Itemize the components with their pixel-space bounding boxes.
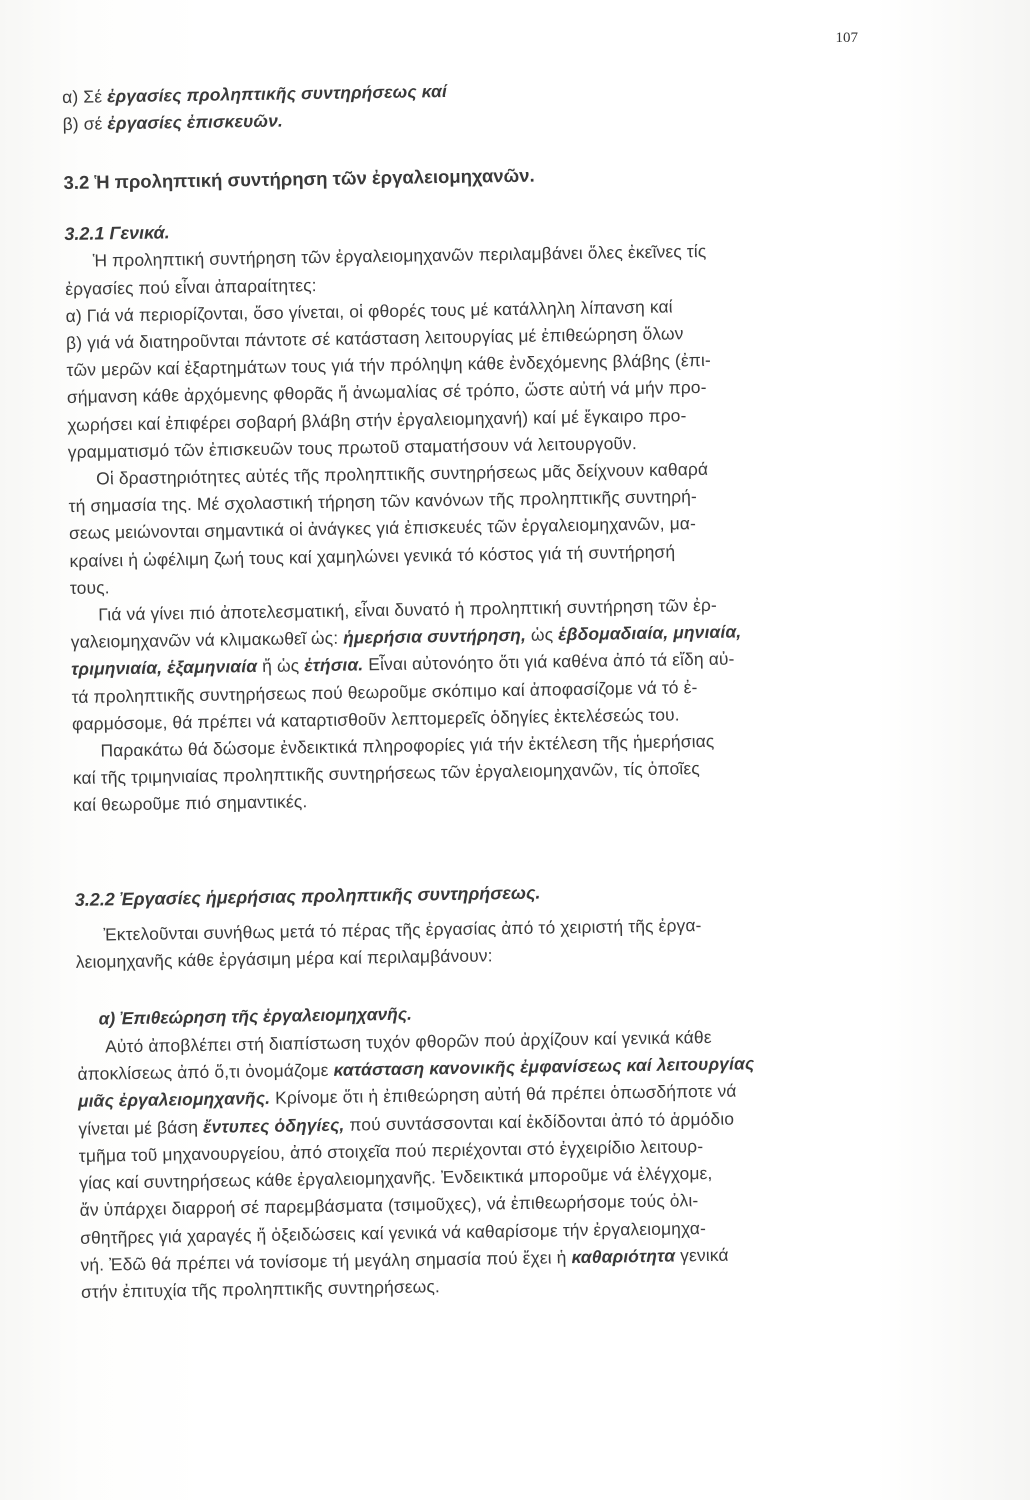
section-heading-3-2: 3.2 Ἡ προληπτική συντήρηση τῶν ἐργαλειομηχανῶν. [63, 164, 535, 194]
page-content [62, 71, 911, 1306]
bold-term: ἐτήσια. [304, 654, 364, 676]
paragraph-general-2 [68, 453, 900, 602]
text-line: σήμανση κάθε ἀρχόμενης φθορᾶς ἤ ἀνωμαλίας σέ τρόπο, ὥστε αὐτή νά μήν προ- [66, 377, 707, 408]
text-line: Γιά νά γίνει πιό ἀποτελεσματική, εἶναι δυνατό ἡ προληπτική συντήρηση τῶν ἐρ- [98, 594, 718, 625]
text-line: καί θεωροῦμε πιό σημαντικές. [73, 791, 308, 816]
text-line: γαλειομηχανῶν νά κλιμακωθεῖ ὡς: ἡμερήσια συντήρηση, ὡς ἑβδομαδιαία, μηνιαία, [70, 621, 742, 653]
bold-term: καθαριότητα [571, 1245, 676, 1267]
bold-term: ἔντυπες ὁδηγίες, [202, 1114, 345, 1137]
bold-term: ἐργασίες προληπτικῆς συντηρήσεως καί [106, 80, 448, 107]
paragraph-general-1 [65, 235, 898, 466]
bold-term: ἑβδομαδιαία, μηνιαία, [558, 621, 742, 645]
intro-line-b: β) σέ ἐργασίες ἐπισκευῶν. [62, 110, 284, 135]
bold-term: μιᾶς ἐργαλειομηχανῆς. [77, 1088, 271, 1112]
intro-line-a: α) Σέ ἐργασίες προληπτικῆς συντηρήσεως καί [62, 80, 448, 107]
text-line: φαρμόσομε, θά πρέπει νά καταρτισθοῦν λεπτομερεῖς ὁδηγίες ἐκτελέσεώς του. [71, 704, 680, 734]
text-line: τμῆμα τοῦ μηχανουργείου, ἀπό στοιχεῖα πού περιέχονται στό ἐγχειρίδιο λειτουρ- [78, 1135, 704, 1166]
text-line: λειομηχανῆς κάθε ἐργάσιμη μέρα καί περιλαμβάνουν: [75, 945, 493, 972]
text-line: Ἐκτελοῦνται συνήθως μετά τό πέρας τῆς ἐργασίας ἀπό τό χειριστή τῆς ἐργα- [103, 914, 702, 945]
text-line: β) γιά νά διατηροῦνται πάντοτε σέ κατάσταση λειτουργίας μέ ἐπιθεώρηση ὅλων [65, 323, 684, 353]
text-line: Οἱ δραστηριότητες αὐτές τῆς προληπτικῆς συντηρήσεως μᾶς δείχνουν καθαρά [96, 458, 709, 489]
text-line: γίνεται μέ βάση ἔντυπες ὁδηγίες, πού συντάσσονται καί ἐκδίδονται ἀπό τό ἁρμόδιο [78, 1108, 735, 1139]
text-line: τῶν μερῶν καί ἐξαρτημάτων τους γιά τήν πρόληψη κάθε ἐνδεχόμενης βλάβης (ἐπι- [66, 350, 712, 381]
text-line: χωρήσει καί ἐπιφέρει σοβαρή βλάβη στήν ἐργαλειομηχανή) καί μέ ἔγκαιρο προ- [67, 404, 687, 435]
paragraph-general-3 [70, 589, 902, 738]
text-line: τριμηνιαία, ἑξαμηνιαία ἤ ὡς ἐτήσια. Εἶναι αὐτονόητο ὅτι γιά καθένα ἀπό τά εἴδη αὐ- [71, 648, 735, 680]
text-line: σθητῆρες γιά χαραγές ἤ ὀξειδώσεις καί γενικά νά καθαρίσομε τήν ἐργαλειομηχα- [79, 1217, 707, 1248]
text-line: α) Γιά νά περιορίζονται, ὅσο γίνεται, οἱ φθορές τους μέ κατάλληλη λίπανση καί [65, 296, 673, 326]
text-line: ἀποκλίσεως ἀπό ὅ,τι ὀνομάζομε κατάσταση κανονικῆς ἐμφανίσεως καί λειτουργίας [77, 1053, 755, 1085]
text-line: τή σημασία της. Μέ σχολαστική τήρηση τῶν κανόνων τῆς προληπτικῆς συντηρή- [68, 486, 698, 517]
section-heading-3-2-1: 3.2.1 Γενικά. [64, 222, 170, 245]
bold-term: τριμηνιαία, ἑξαμηνιαία [71, 656, 258, 680]
bold-term: ἡμερήσια συντήρηση, [343, 625, 527, 648]
text-line: τά προληπτικῆς συντηρήσεως πού θεωροῦμε σκόπιμο καί ἀποφασίζομε νά τό ἐ- [71, 676, 698, 707]
text-line: γίας καί συντηρήσεως κάθε ἐργαλειομηχανῆς. Ἐνδεικτικά μποροῦμε νά ἐλέγχομε, [79, 1163, 713, 1193]
text-line: σεως μειώνονται σημαντικά οἱ ἀνάγκες γιά ἐπισκευές τῶν ἐργαλειομηχανῶν, μα- [68, 513, 697, 544]
text-line: Ἡ προληπτική συντήρηση τῶν ἐργαλειομηχανῶν περιλαμβάνει ὅλες ἐκεῖνες τίς [92, 241, 707, 271]
text-line: ἐργασίες πού εἶναι ἀπαραίτητες: [65, 274, 317, 299]
text-line: γραμματισμό τῶν ἐπισκευῶν τους πρωτοῦ σταματήσουν νά λειτουργοῦν. [67, 432, 638, 462]
section-heading-3-2-2: 3.2.2 Ἐργασίες ἡμερήσιας προληπτικῆς συντηρήσεως. [74, 882, 541, 910]
paragraph-general-4 [72, 725, 903, 820]
text-line: τους. [69, 577, 110, 598]
text-line: καί τῆς τριμηνιαίας προληπτικῆς συντηρήσεως τῶν ἐργαλειομηχανῶν, τίς ὁποῖες [72, 758, 700, 789]
subsection-heading-a: α) Ἐπιθεώρηση τῆς ἐργαλειομηχανῆς. [98, 1003, 413, 1029]
text-line: Παρακάτω θά δώσομε ἐνδεικτικά πληροφορίες γιά τήν ἐκτέλεση τῆς ἡμερήσιας [100, 730, 715, 761]
paragraph-daily-2 [77, 1021, 911, 1306]
bold-term: κατάσταση κανονικῆς ἐμφανίσεως καί λειτουργίας [333, 1053, 755, 1081]
text-line: στήν ἐπιτυχία τῆς προληπτικῆς συντηρήσεως. [80, 1276, 441, 1302]
page-number: 107 [835, 30, 858, 46]
text-line: Αὐτό ἀποβλέπει στή διαπίστωση τυχόν φθορῶν πού ἀρχίζουν καί γενικά κάθε [104, 1026, 712, 1057]
text-line: νή. Ἐδῶ θά πρέπει νά τονίσομε τή μεγάλη σημασία πού ἔχει ἡ καθαριότητα γενικά [80, 1244, 729, 1275]
text-line: κραίνει ἡ ὠφέλιμη ζωή τους καί χαμηλώνει γενικά τό κόστος γιά τή συντήρησή [69, 541, 676, 571]
text-line: ἄν ὑπάρχει διαρροή σέ παρεμβάσματα (τσιμοῦχες), νά ἐπιθεωρήσομε τούς ὀλι- [79, 1190, 699, 1221]
bold-term: ἐργασίες ἐπισκευῶν. [107, 110, 284, 134]
text-line: μιᾶς ἐργαλειομηχανῆς. Κρίνομε ὅτι ἡ ἐπιθεώρηση αὐτή θά πρέπει ὁπωσδήποτε νά [77, 1081, 737, 1112]
